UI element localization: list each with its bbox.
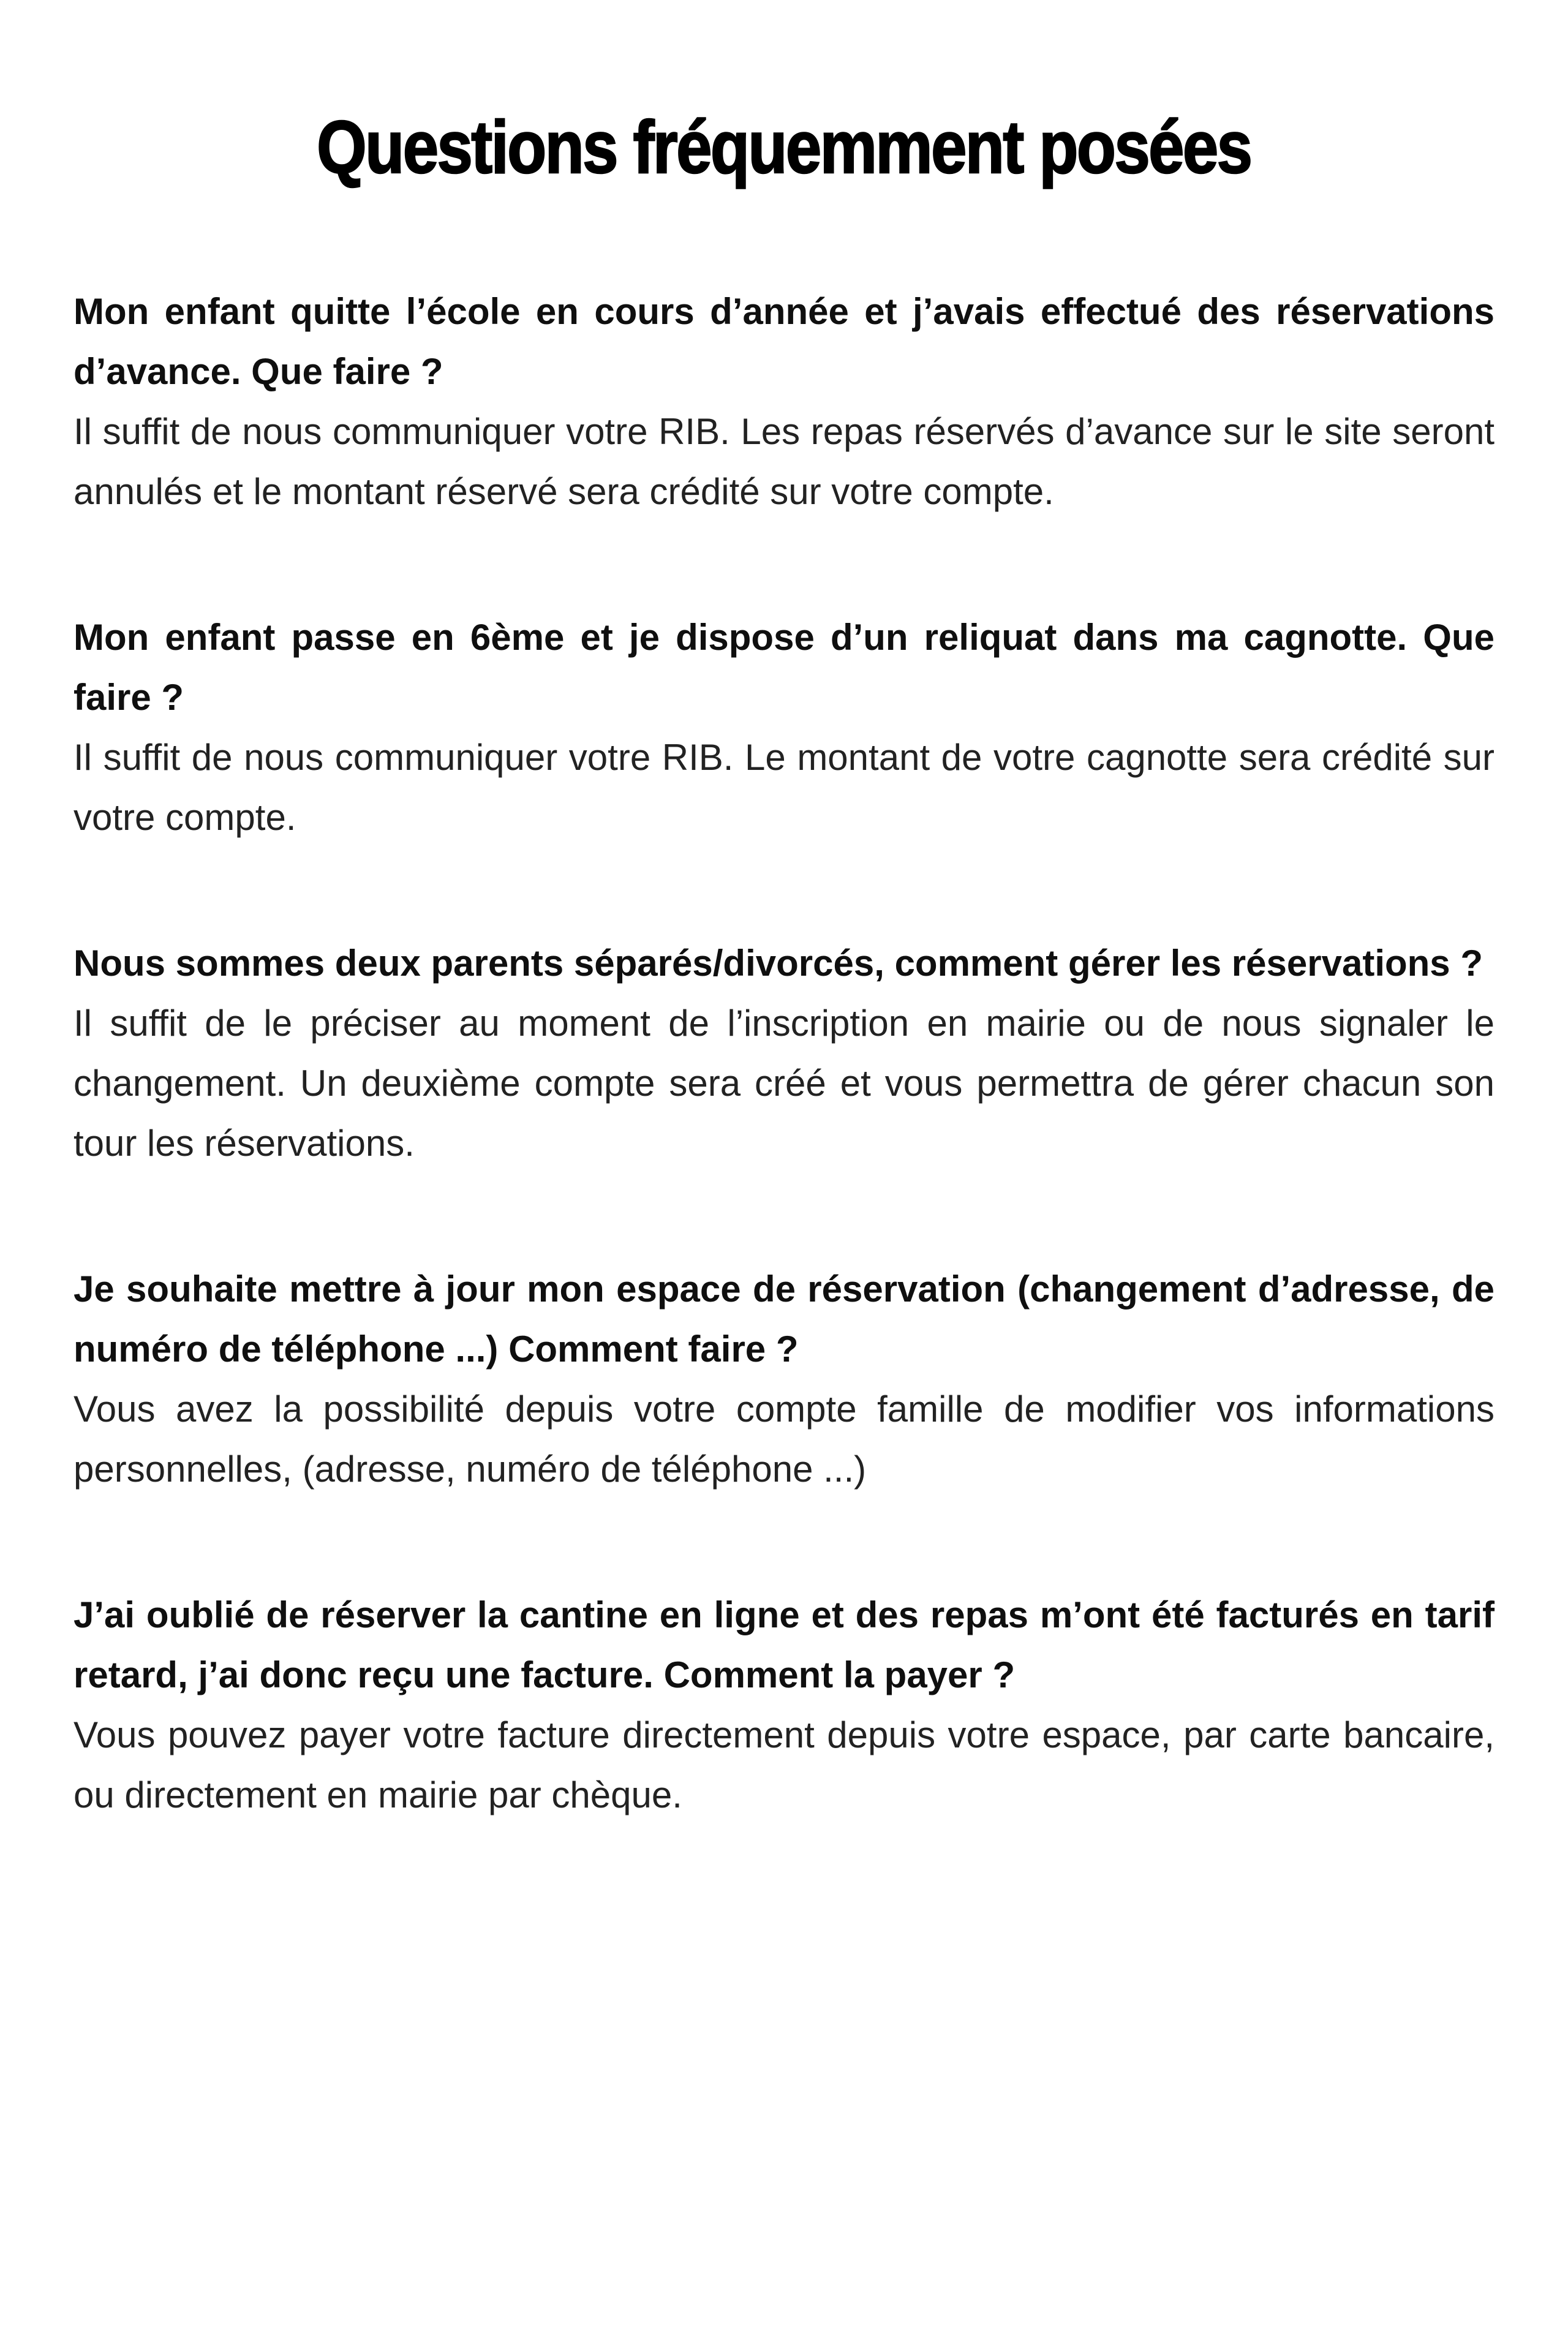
faq-question: Mon enfant passe en 6ème et je dispose d’un reliquat dans ma cagnotte. Que faire ?	[74, 617, 1494, 718]
faq-answer: Il suffit de nous communiquer votre RIB. Le montant de votre cagnotte sera crédité sur votre compte.	[74, 737, 1494, 839]
faq-answer: Il suffit de nous communiquer votre RIB. Les repas réservés d’avance sur le site seront annulés et le montant réservé sera crédité sur votre compte.	[74, 411, 1494, 513]
faq-item	[74, 1259, 1494, 1499]
faq-answer: Vous pouvez payer votre facture directement depuis votre espace, par carte bancaire, ou directement en mairie par chèque.	[74, 1714, 1494, 1816]
faq-question: Nous sommes deux parents séparés/divorcés, comment gérer les réservations ?	[74, 943, 1483, 984]
page-title-text: Questions fréquemment posées	[317, 105, 1251, 189]
page-title	[74, 104, 1494, 190]
faq-item	[74, 933, 1494, 1174]
faq-question: Je souhaite mettre à jour mon espace de réservation (changement d’adresse, de numéro de téléphone ...) Comment faire ?	[74, 1268, 1494, 1370]
faq-item	[74, 1585, 1494, 1825]
faq-item	[74, 608, 1494, 848]
faq-question: Mon enfant quitte l’école en cours d’année et j’avais effectué des réservations d’avance. Que faire ?	[74, 291, 1494, 393]
faq-answer: Il suffit de le préciser au moment de l’inscription en mairie ou de nous signaler le changement. Un deuxième compte sera créé et vous permettra de gérer chacun son tour les réservations.	[74, 1003, 1494, 1164]
faq-item	[74, 282, 1494, 522]
faq-answer: Vous avez la possibilité depuis votre compte famille de modifier vos informations personnelles, (adresse, numéro de téléphone ...)	[74, 1389, 1494, 1490]
faq-question: J’ai oublié de réserver la cantine en ligne et des repas m’ont été facturés en tarif retard, j’ai donc reçu une facture. Comment la payer ?	[74, 1594, 1494, 1696]
